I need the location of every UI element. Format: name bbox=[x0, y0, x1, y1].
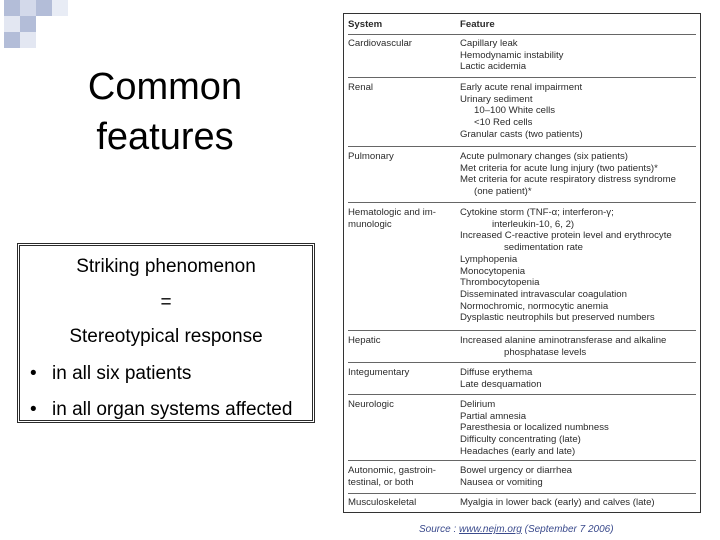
row-rule bbox=[348, 460, 696, 461]
row-features bbox=[460, 465, 696, 488]
callout-line: Stereotypical response bbox=[69, 326, 263, 347]
system-text: munologic bbox=[348, 218, 392, 230]
feature-text: Increased alanine aminotransferase and alkaline bbox=[460, 335, 667, 346]
feature-text: Partial amnesia bbox=[460, 410, 527, 422]
row-features bbox=[460, 82, 696, 141]
feature-text: Increased C-reactive protein level and erythrocyte bbox=[460, 230, 672, 242]
system-text: Cardiovascular bbox=[348, 38, 412, 49]
row-rule bbox=[348, 146, 696, 147]
callout-bullet bbox=[30, 399, 292, 421]
row-rule bbox=[348, 362, 696, 363]
row-features bbox=[460, 497, 696, 509]
feature-text: Headaches (early and late) bbox=[460, 445, 576, 457]
feature-text: Dysplastic neutrophils but preserved numbers bbox=[460, 312, 655, 324]
source-link[interactable]: www.nejm.org bbox=[459, 524, 522, 535]
decor-square bbox=[20, 32, 36, 48]
system-text: Hematologic and im- bbox=[348, 207, 436, 218]
feature-text: Normochromic, normocytic anemia bbox=[460, 300, 609, 312]
decor-square bbox=[4, 32, 20, 48]
header-feature: Feature bbox=[460, 19, 495, 30]
feature-text: sedimentation rate bbox=[504, 242, 583, 254]
decor-square bbox=[20, 0, 36, 16]
bullet-icon: • bbox=[30, 363, 37, 384]
callout-line: = bbox=[160, 292, 172, 313]
decor-square bbox=[20, 16, 36, 32]
feature-text: Granular casts (two patients) bbox=[460, 128, 583, 140]
row-system bbox=[348, 207, 456, 230]
feature-text: <10 Red cells bbox=[474, 117, 533, 129]
row-features bbox=[460, 38, 696, 73]
feature-text: (one patient)* bbox=[474, 186, 532, 198]
bullet-text: in all six patients bbox=[52, 363, 192, 384]
feature-text: Thrombocytopenia bbox=[460, 277, 540, 289]
feature-text: Delirium bbox=[460, 399, 496, 410]
row-system bbox=[348, 497, 456, 509]
feature-text: Met criteria for acute lung injury (two patients)* bbox=[460, 162, 658, 174]
feature-text: interleukin-10, 6, 2) bbox=[492, 218, 575, 230]
header-system: System bbox=[348, 19, 383, 30]
row-features bbox=[460, 335, 696, 358]
row-system bbox=[348, 38, 456, 50]
row-rule bbox=[348, 493, 696, 494]
system-text: Hepatic bbox=[348, 335, 381, 346]
feature-text: Urinary sediment bbox=[460, 93, 533, 105]
system-text: Pulmonary bbox=[348, 151, 394, 162]
feature-text: Acute pulmonary changes (six patients) bbox=[460, 151, 628, 162]
source-citation bbox=[419, 524, 614, 535]
row-system bbox=[348, 335, 456, 347]
feature-text: Bowel urgency or diarrhea bbox=[460, 465, 572, 476]
feature-text: Met criteria for acute respiratory distress syndrome bbox=[460, 174, 676, 186]
decor-square bbox=[4, 16, 20, 32]
bullet-icon: • bbox=[30, 399, 37, 420]
row-rule bbox=[348, 330, 696, 331]
feature-text: 10–100 White cells bbox=[474, 105, 556, 117]
feature-text: Lymphopenia bbox=[460, 253, 518, 265]
row-features bbox=[460, 207, 696, 324]
feature-text: Disseminated intravascular coagulation bbox=[460, 288, 627, 300]
decor-square bbox=[36, 0, 52, 16]
feature-text: Nausea or vomiting bbox=[460, 476, 543, 488]
row-system bbox=[348, 367, 456, 379]
row-features bbox=[460, 367, 696, 390]
row-system bbox=[348, 399, 456, 411]
feature-text: Cytokine storm (TNF-α; interferon-γ; bbox=[460, 207, 614, 218]
system-text: Autonomic, gastroin- bbox=[348, 465, 436, 476]
header-rule bbox=[348, 34, 696, 35]
feature-text: Difficulty concentrating (late) bbox=[460, 434, 581, 446]
slide-title-line: features bbox=[96, 116, 234, 158]
system-text: testinal, or both bbox=[348, 476, 414, 488]
callout-box bbox=[17, 243, 315, 423]
callout-bullet bbox=[30, 363, 191, 385]
decor-square bbox=[52, 0, 68, 16]
system-text: Integumentary bbox=[348, 367, 410, 378]
feature-text: Monocytopenia bbox=[460, 265, 526, 277]
row-rule bbox=[348, 77, 696, 78]
source-prefix: Source : bbox=[419, 524, 460, 535]
slide-title bbox=[60, 62, 270, 162]
row-system bbox=[348, 82, 456, 94]
row-features bbox=[460, 399, 696, 458]
system-text: Renal bbox=[348, 82, 374, 93]
system-text: Neurologic bbox=[348, 399, 394, 410]
feature-text: Early acute renal impairment bbox=[460, 82, 583, 93]
feature-text: Late desquamation bbox=[460, 378, 542, 390]
row-system bbox=[348, 151, 456, 163]
callout-line: Striking phenomenon bbox=[76, 256, 256, 277]
feature-text: phosphatase levels bbox=[504, 346, 587, 358]
feature-text: Diffuse erythema bbox=[460, 367, 533, 378]
row-system bbox=[348, 465, 456, 488]
source-suffix: (September 7 2006) bbox=[521, 524, 614, 535]
feature-text: Capillary leak bbox=[460, 38, 518, 49]
bullet-text: in all organ systems affected bbox=[52, 399, 293, 420]
feature-text: Myalgia in lower back (early) and calves (late) bbox=[460, 497, 655, 508]
row-rule bbox=[348, 394, 696, 395]
system-text: Musculoskeletal bbox=[348, 497, 417, 508]
row-features bbox=[460, 151, 696, 198]
feature-text: Paresthesia or localized numbness bbox=[460, 422, 609, 434]
feature-text: Hemodynamic instability bbox=[460, 49, 564, 61]
feature-text: Lactic acidemia bbox=[460, 61, 527, 73]
features-table bbox=[343, 13, 701, 513]
row-rule bbox=[348, 202, 696, 203]
decor-square bbox=[4, 0, 20, 16]
slide-title-line: Common bbox=[87, 66, 243, 108]
